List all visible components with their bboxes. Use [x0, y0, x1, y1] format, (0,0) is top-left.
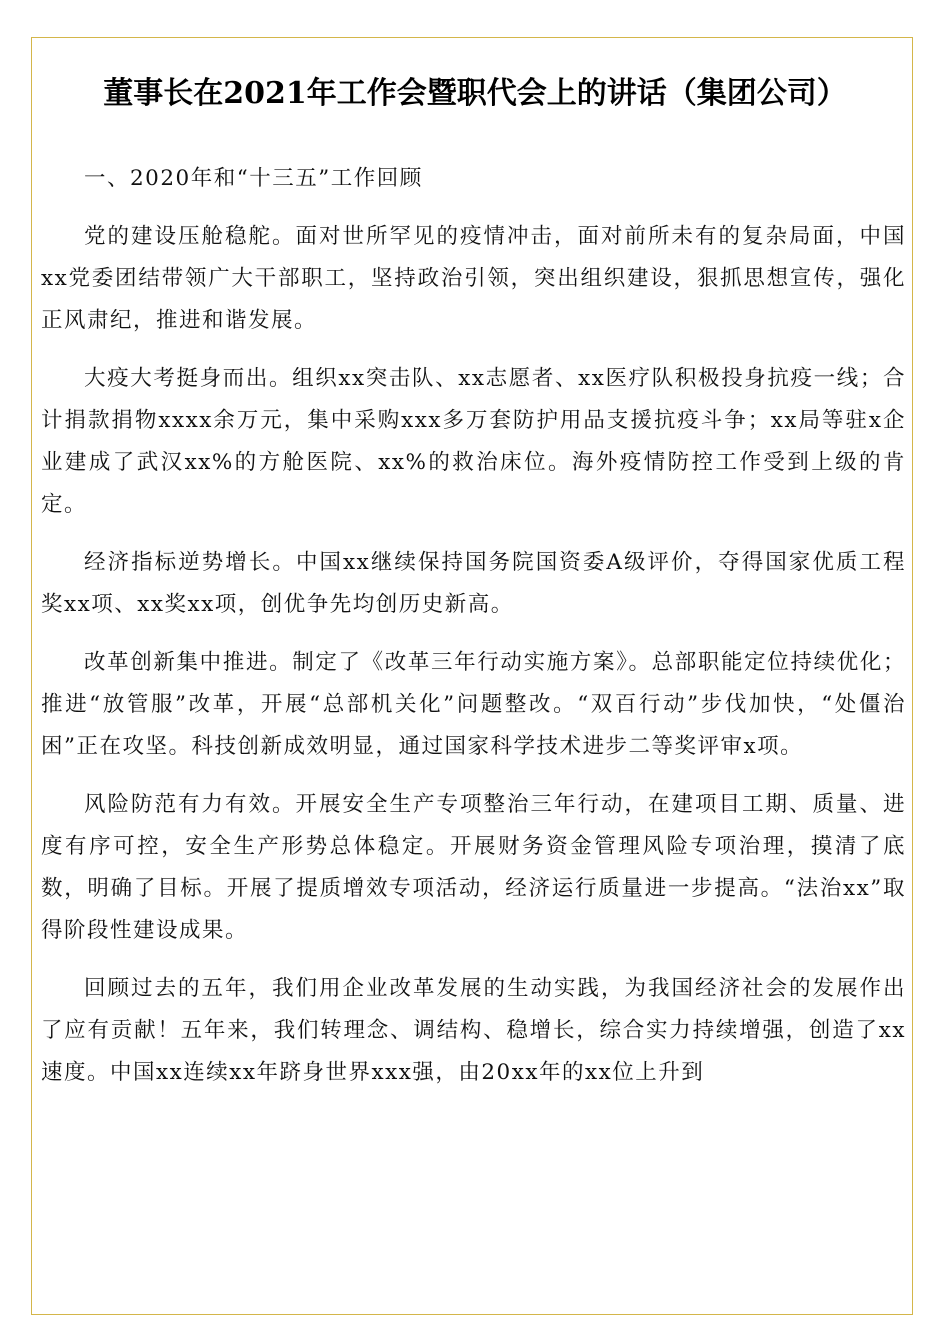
- document-body: [41, 158, 906, 1110]
- paragraph-party-building: 党的建设压舱稳舵。面对世所罕见的疫情冲击，面对前所未有的复杂局面，中国xx党委团结带领广大干部职工，坚持政治引领，突出组织建设，狠抓思想宣传，强化正风肃纪，推进和谐发展。: [41, 224, 906, 333]
- section-heading: 一、2020年和“十三五”工作回顾: [84, 166, 423, 191]
- document-title: 董事长在2021年工作会暨职代会上的讲话（集团公司）: [103, 76, 847, 111]
- paragraph-risk-prevention: 风险防范有力有效。开展安全生产专项整治三年行动，在建项目工期、质量、进度有序可控，安全生产形势总体稳定。开展财务资金管理风险专项治理，摸清了底数，明确了目标。开展了提质增效专项活动，经济运行质量进一步提高。“法治xx”取得阶段性建设成果。: [41, 792, 906, 943]
- paragraph-reform-innovation: 改革创新集中推进。制定了《改革三年行动实施方案》。总部职能定位持续优化；推进“放管服”改革，开展“总部机关化”问题整改。“双百行动”步伐加快，“处僵治困”正在攻坚。科技创新成效明显，通过国家科学技术进步二等奖评审x项。: [41, 650, 906, 759]
- paragraph-epidemic-response: 大疫大考挺身而出。组织xx突击队、xx志愿者、xx医疗队积极投身抗疫一线；合计捐款捐物xxxx余万元，集中采购xxx多万套防护用品支援抗疫斗争；xx局等驻x企业建成了武汉xx%的方舱医院、xx%的救治床位。海外疫情防控工作受到上级的肯定。: [41, 366, 906, 517]
- paragraph-five-year-review: 回顾过去的五年，我们用企业改革发展的生动实践，为我国经济社会的发展作出了应有贡献！五年来，我们转理念、调结构、稳增长，综合实力持续增强，创造了xx速度。中国xx连续xx年跻身世界xxx强，由20xx年的xx位上升到: [41, 976, 906, 1085]
- paragraph-economic-indicators: 经济指标逆势增长。中国xx继续保持国务院国资委A级评价，夺得国家优质工程奖xx项、xx奖xx项，创优争先均创历史新高。: [41, 550, 906, 617]
